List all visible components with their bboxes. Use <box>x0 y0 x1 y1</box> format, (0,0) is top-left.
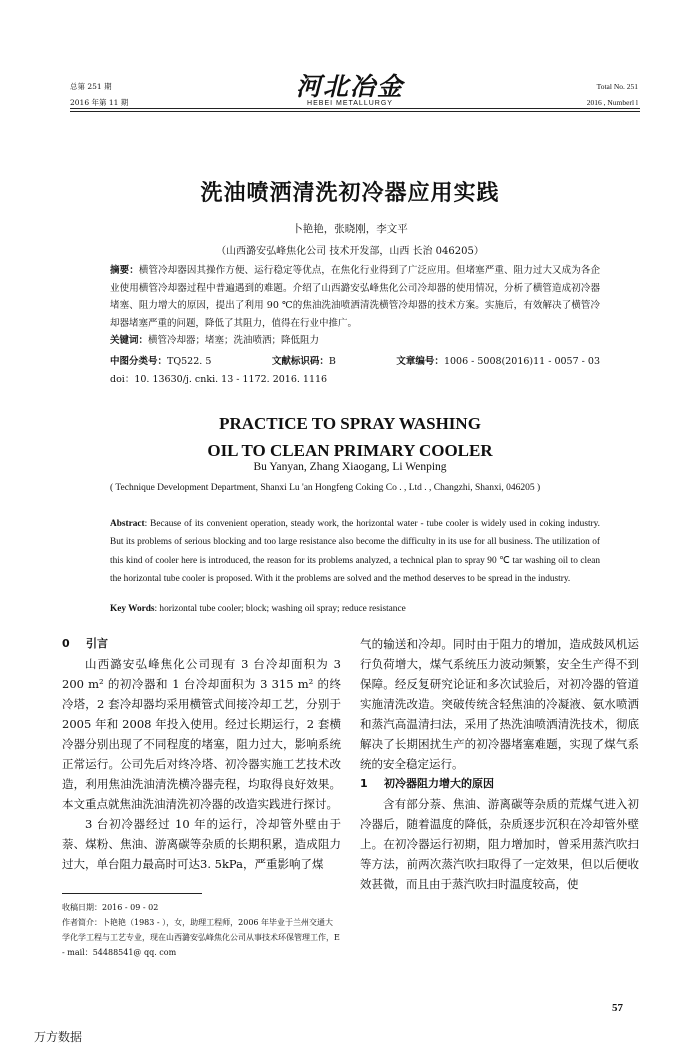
keywords-en-label: Key Words <box>110 604 155 614</box>
section-0-title: 引言 <box>86 637 108 650</box>
paragraph-intro-2: 3 台初冷器经过 10 年的运行，冷却管外壁由于萘、煤粉、焦油、游离碳等杂质的长期积累，造成阻力过大，单台阻力最高时可达3. 5kPa，严重影响了煤 <box>62 817 341 871</box>
watermark: 万方数据 <box>34 1030 83 1044</box>
authors-en: Bu Yanyan, Zhang Xiaogang, Li Wenping <box>253 461 447 473</box>
doc-value: B <box>328 356 336 367</box>
clc-value: TQ522. 5 <box>167 356 212 367</box>
body-column-right <box>360 634 639 894</box>
header-right <box>587 79 638 111</box>
abstract-en-text: : Because of its convenient operation, steady work, the horizontal water - tube cooler is widely used in coking industry. But its problems of serious blocking and too large resistance also become the difficulty in its use for all business. The utilization of this kind of cooler here is introduced, the reason for its problems analyzed, a technical plan to spray 90 ℃ tar washing oil to clean the horizontal tube cooler is proposed. With it the problems are solved and the method deserves to be spread in the industry. <box>110 519 600 584</box>
section-0-number: 0 <box>62 637 70 650</box>
keywords-cn <box>110 332 600 350</box>
volume-cn: 总第 251 期 <box>70 82 112 91</box>
keywords-en-text: : horizontal tube cooler; block; washing oil spray; reduce resistance <box>154 604 406 614</box>
section-1-title: 初冷器阻力增大的原因 <box>384 777 494 790</box>
clc-number <box>110 353 211 367</box>
title-en <box>0 410 700 464</box>
article-label: 文章编号： <box>396 356 444 367</box>
keywords-cn-text: 横管冷却器；堵塞；洗油喷洒；降低阻力 <box>148 335 320 347</box>
paragraph-section-1: 含有部分萘、焦油、游离碳等杂质的荒煤气进入初冷器后，随着温度的降低，杂质逐步沉积在冷却管外壁上。在初冷器运行初期，阻力增加时，曾采用蒸汽吹扫等方法，前两次蒸汽吹扫取得了一定效果，但以后便收效甚微，而且由于蒸汽吹扫时温度较高，使 <box>360 797 639 891</box>
abstract-en <box>110 515 600 588</box>
abstract-cn-label: 摘要： <box>110 265 139 276</box>
paragraph-intro-1: 山西潞安弘峰焦化公司现有 3 台冷却面积为 3 200 m² 的初冷器和 1 台冷却面积为 3 315 m² 的终冷塔，2 套冷却器均采用横管式间接冷却工艺，分别于 2005 年和 2008 年投入使用。经过长期运行，2 套横冷器分别出现了不同程度的堵塞，阻力过大，影响系统正常运行。公司先后对终冷塔、初冷器实施工艺技术改造，利用焦油洗油清洗横冷器壳程，均取得良好效果。本文重点就焦油洗油清洗初冷器的改造实践进行探讨。 <box>62 657 341 811</box>
doc-code <box>272 353 336 367</box>
header-left <box>70 79 128 111</box>
header-rule <box>70 108 640 109</box>
section-0-heading <box>62 634 341 654</box>
clc-label: 中图分类号： <box>110 356 168 367</box>
title-cn: 洗油喷洒清洗初冷器应用实践 <box>200 181 500 206</box>
journal-masthead <box>282 74 418 107</box>
journal-name-en: HEBEI METALLURGY <box>307 100 393 107</box>
received-date: 收稿日期：2016 - 09 - 02 <box>62 903 159 912</box>
issue-en: 2016 , Numberl l <box>586 98 638 107</box>
keywords-en <box>110 604 600 614</box>
footnote-rule <box>62 893 202 894</box>
affiliation-en: ( Technique Development Department, Shanxi Lu 'an Hongfeng Coking Co . , Ltd . , Changzhi, Shanxi, 046205 ) <box>110 483 541 493</box>
doi: doi：10. 13630/j. cnki. 13 - 1172. 2016. 1116 <box>110 374 328 385</box>
footnote <box>62 900 341 960</box>
doc-label: 文献标识码： <box>271 356 329 367</box>
authors-cn: 卜艳艳，张晓刚，李文平 <box>292 223 408 235</box>
affiliation-cn: （山西潞安弘峰焦化公司 技术开发部，山西 长治 046205） <box>216 246 484 257</box>
section-1-heading <box>360 774 639 794</box>
page-number: 57 <box>612 1002 623 1014</box>
title-en-line2: OIL TO CLEAN PRIMARY COOLER <box>207 441 493 460</box>
classification-row <box>110 353 600 367</box>
section-1-number: 1 <box>360 777 368 790</box>
author-bio: 作者简介：卜艳艳（1983 - ），女，助理工程师，2006 年毕业于兰州交通大学化学工程与工艺专业，现在山西潞安弘峰焦化公司从事技术环保管理工作，E - mail：54488541@ qq. com <box>62 918 340 957</box>
body-column-left <box>62 634 341 874</box>
abstract-en-label: Abstract <box>110 519 145 529</box>
volume-en: Total No. 251 <box>596 82 638 91</box>
header-rule-thin <box>70 111 640 112</box>
article-number <box>396 353 600 367</box>
abstract-cn-text: 横管冷却器因其操作方便、运行稳定等优点，在焦化行业得到了广泛应用。但堵塞严重、阻力过大又成为各企业使用横管冷却器过程中普遍遇到的难题。介绍了山西潞安弘峰焦化公司冷却器的使用情况，分析了横管造成初冷器堵塞、阻力增大的原因，提出了利用 90 ℃的焦油洗油喷洒清洗横管冷却器的技术方案。实施后，有效解决了横管冷却器堵塞严重的问题，降低了其阻力，值得在行业中推广。 <box>110 265 600 329</box>
issue-cn: 2016 年第 11 期 <box>70 98 129 107</box>
article-value: 1006 - 5008(2016)11 - 0057 - 03 <box>443 356 600 367</box>
journal-name-cn: 河北冶金 <box>295 72 404 101</box>
abstract-cn <box>110 262 600 350</box>
paragraph-intro-continued: 气的输送和冷却。同时由于阻力的增加，造成鼓风机运行负荷增大，煤气系统压力波动频繁，安全生产得不到保障。经反复研究论证和多次试验后，对初冷器的管道实施清洗改造。突破传统含轻焦油的冷凝液、氨水喷洒和蒸汽高温清扫法，采用了热洗油喷洒清洗技术，彻底解决了长期困扰生产的初冷器堵塞难题，实现了煤气系统的安全稳定运行。 <box>360 637 639 771</box>
title-en-line1: PRACTICE TO SPRAY WASHING <box>219 414 481 433</box>
keywords-cn-label: 关键词： <box>110 335 149 347</box>
